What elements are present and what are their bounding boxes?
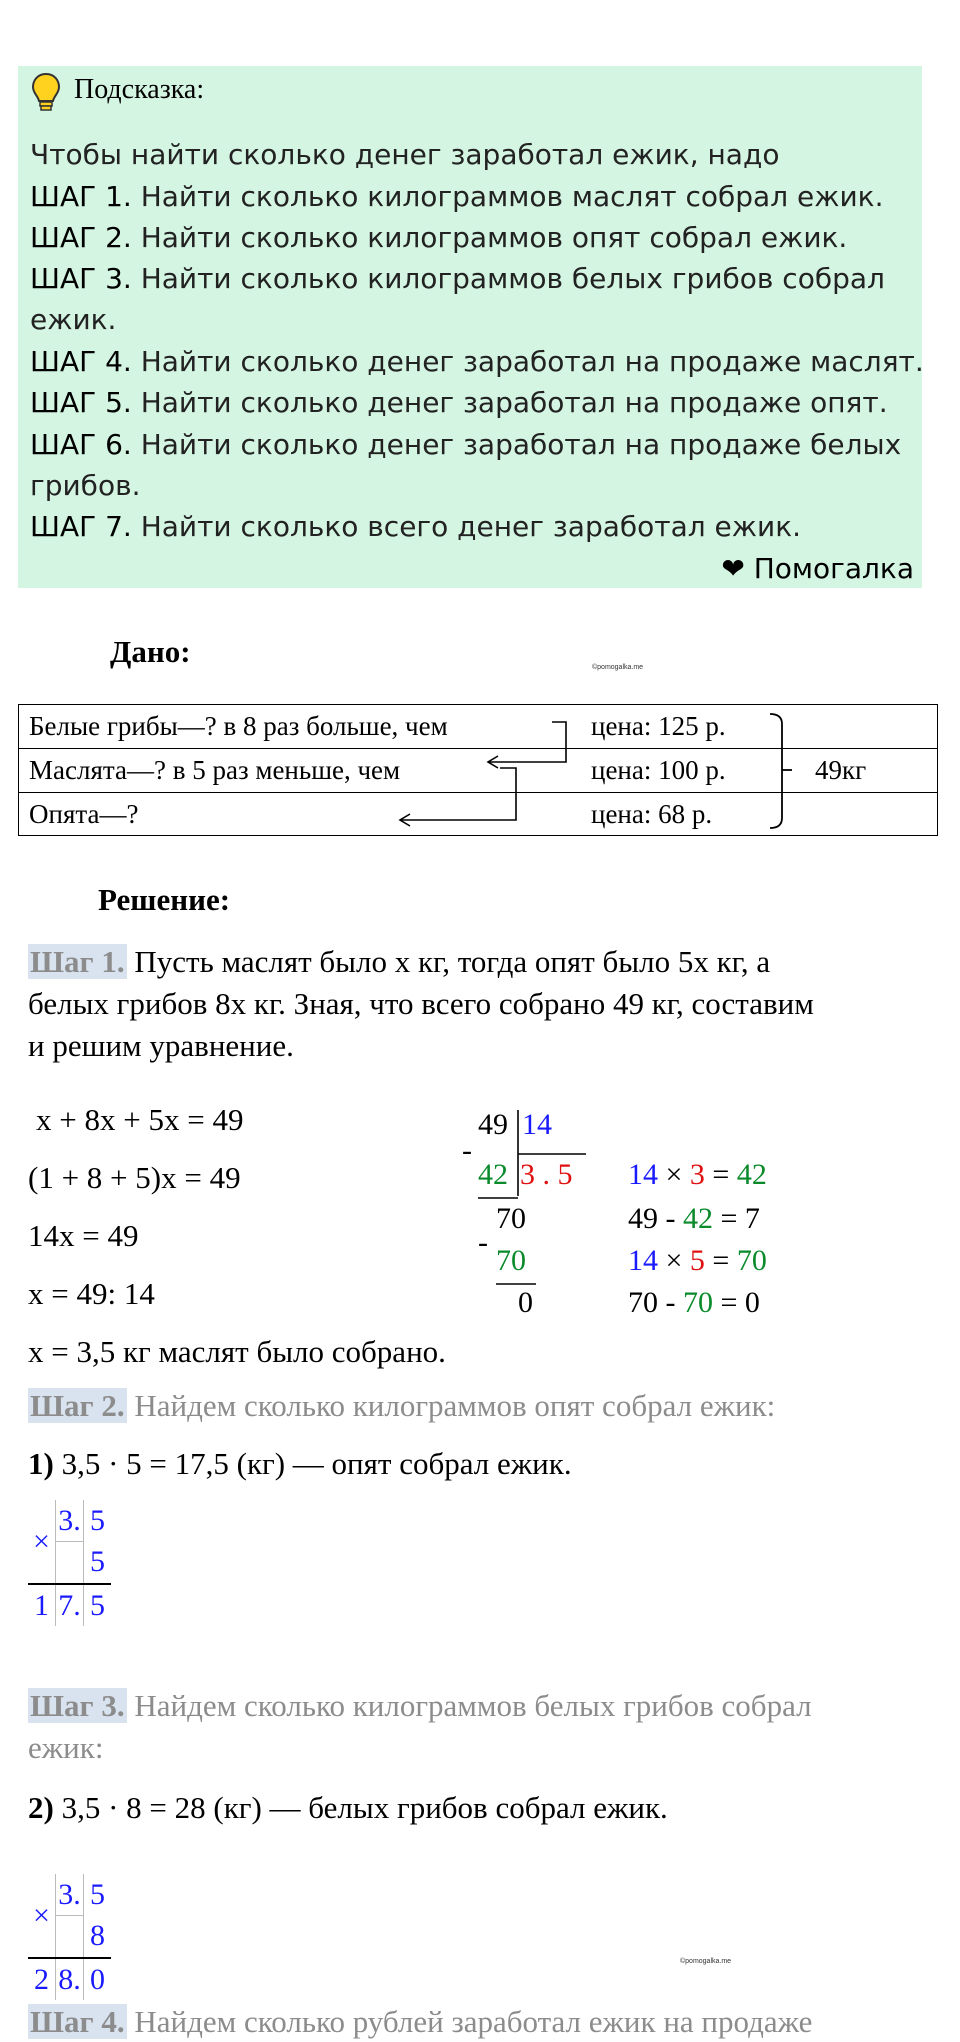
hint-step-5: ШАГ 5. Найти сколько денег заработал на продаже опят. — [30, 386, 888, 419]
multiplication-grid-1: × 3. 5 5 1 7. 5 — [28, 1500, 111, 1626]
step1-line3: и решим уравнение. — [28, 1028, 294, 1063]
dividend: 49 — [478, 1108, 508, 1141]
given-name: Маслята—? в 5 раз меньше, чем — [29, 755, 401, 785]
multiply-sign: × — [28, 1874, 56, 1958]
hint-step-7: ШАГ 7. Найти сколько всего денег заработал ежик. — [30, 510, 801, 543]
step2-expression: 1) 3,5 · 5 = 17,5 (кг) — опят собрал ежик. — [28, 1446, 572, 1481]
equation-4: x = 49: 14 — [28, 1276, 155, 1311]
hint-step-3-cont: ежик. — [30, 303, 117, 336]
equation-3: 14x = 49 — [28, 1218, 139, 1253]
given-price: цена: 100 р. — [591, 755, 726, 785]
subtrahend-1: 42 — [478, 1158, 508, 1191]
divisor: 14 — [522, 1108, 552, 1141]
given-price: цена: 68 р. — [591, 799, 713, 829]
given-name: Опята—? — [29, 799, 139, 829]
multiplication-grid-2: × 3. 5 8 2 8. 0 — [28, 1874, 111, 2000]
division-note-3: 14 × 5 = 70 — [628, 1244, 767, 1277]
given-total: 49кг — [815, 755, 867, 785]
given-price: цена: 125 р. — [591, 711, 726, 741]
step1-line2: белых грибов 8x кг. Зная, что всего собрано 49 кг, составим — [28, 986, 814, 1021]
step3-heading-cont: ежик: — [28, 1730, 104, 1765]
remainder-2: 0 — [518, 1286, 533, 1319]
hint-intro: Чтобы найти сколько денег заработал ежик, надо — [30, 138, 780, 171]
given-heading: Дано: — [110, 634, 191, 669]
equation-1: x + 8x + 5x = 49 — [36, 1102, 244, 1137]
hint-step-1: ШАГ 1. Найти сколько килограммов маслят собрал ежик. — [30, 180, 884, 213]
step4-label: Шаг 4. — [30, 2004, 125, 2039]
brand-name: Помогалка — [753, 552, 914, 585]
hint-step-6-cont: грибов. — [30, 469, 141, 502]
minus-sign-2: - — [478, 1226, 488, 1259]
equation-2: (1 + 8 + 5)x = 49 — [28, 1160, 241, 1195]
given-arrows — [0, 700, 960, 840]
division-note-2: 49 - 42 = 7 — [628, 1202, 760, 1235]
watermark: ©pomogalka.me — [592, 664, 644, 671]
minus-sign: - — [462, 1134, 472, 1167]
step1-line1: Шаг 1. Пусть маслят было x кг, тогда опят было 5x кг, а — [30, 944, 771, 979]
hint-step-2: ШАГ 2. Найти сколько килограммов опят собрал ежик. — [30, 221, 848, 254]
step2-heading: Шаг 2. Найдем сколько килограммов опят собрал ежик: — [30, 1388, 776, 1423]
equation-5: x = 3,5 кг маслят было собрано. — [28, 1334, 446, 1369]
given-name: Белые грибы—? в 8 раз больше, чем — [29, 711, 448, 741]
hint-step-3: ШАГ 3. Найти сколько килограммов белых грибов собрал — [30, 262, 885, 295]
watermark-2: ©pomogalka.me — [680, 1958, 732, 1965]
hint-step-4: ШАГ 4. Найти сколько денег заработал на продаже маслят. — [30, 345, 924, 378]
remainder-1: 70 — [496, 1202, 526, 1235]
step3-label: Шаг 3. — [30, 1688, 125, 1723]
step3-heading: Шаг 3. Найдем сколько килограммов белых грибов собрал — [30, 1688, 812, 1723]
hint-title: Подсказка: — [74, 74, 205, 105]
lightbulb-icon — [30, 72, 62, 112]
subtrahend-2: 70 — [496, 1244, 526, 1277]
step3-expression: 2) 3,5 · 8 = 28 (кг) — белых грибов собрал ежик. — [28, 1790, 668, 1825]
multiply-sign: × — [28, 1500, 56, 1584]
solution-heading: Решение: — [98, 882, 231, 917]
step1-label: Шаг 1. — [30, 944, 125, 979]
step2-label: Шаг 2. — [30, 1388, 125, 1423]
hint-step-6: ШАГ 6. Найти сколько денег заработал на продаже белых — [30, 428, 902, 461]
division-note-1: 14 × 3 = 42 — [628, 1158, 767, 1191]
division-note-4: 70 - 70 = 0 — [628, 1286, 760, 1319]
quotient: 3 . 5 — [520, 1158, 573, 1191]
brand-line — [721, 552, 914, 585]
step4-heading: Шаг 4. Найдем сколько рублей заработал ежик на продаже — [30, 2004, 813, 2039]
heart-icon: ❤ — [721, 552, 745, 585]
